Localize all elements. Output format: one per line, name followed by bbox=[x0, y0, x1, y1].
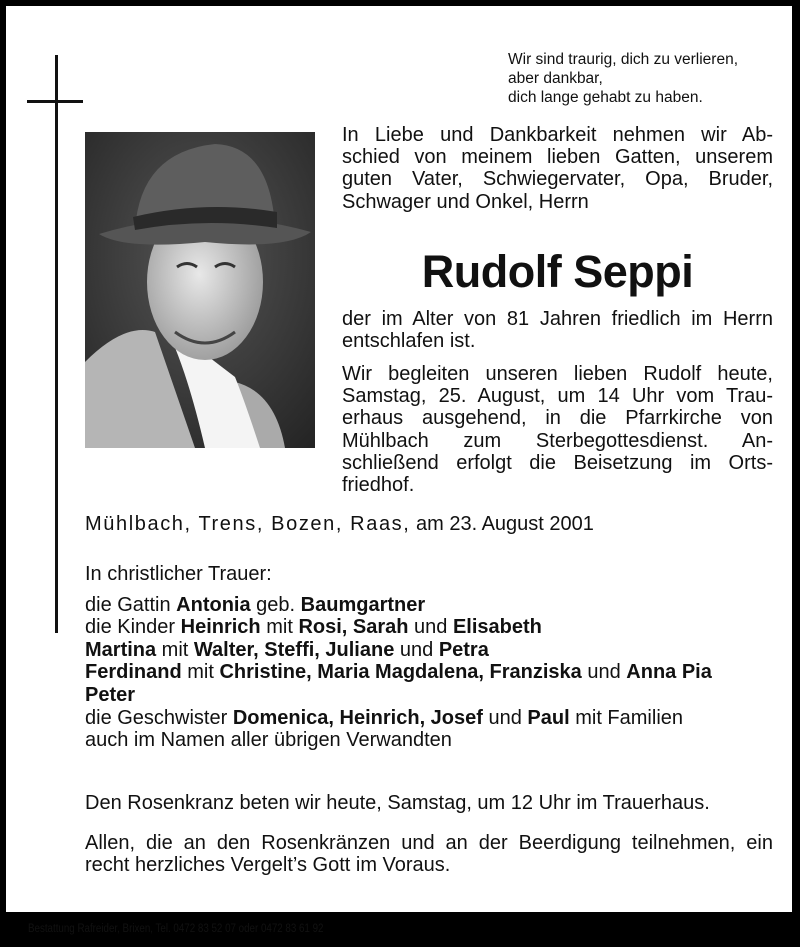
mourner-text: geb. bbox=[250, 593, 301, 616]
mourner-line bbox=[85, 729, 712, 752]
mourner-name: Walter, Steffi, Juliane bbox=[193, 638, 395, 661]
funeral-line: erhaus ausgehend, in die Pfarrkirche von bbox=[342, 407, 773, 430]
cross-icon bbox=[55, 55, 58, 633]
age-line: entschlafen ist. bbox=[342, 330, 476, 353]
death-notice bbox=[6, 6, 792, 935]
rosary-notice: Den Rosenkranz beten wir heute, Samstag, um 12 Uhr im Trauerhaus. bbox=[85, 792, 710, 814]
mourner-line bbox=[85, 707, 712, 730]
date: am 23. August 2001 bbox=[416, 513, 594, 535]
funeral-line: Samstag, 25. August, um 14 Uhr vom Trau- bbox=[342, 385, 773, 408]
age-line: der im Alter von 81 Jahren friedlich im Herrn bbox=[342, 308, 773, 330]
mourner-name: Rosi, Sarah bbox=[298, 616, 409, 639]
place: Mühlbach, Trens, Bozen, Raas, bbox=[85, 513, 411, 535]
portrait-photo bbox=[85, 132, 315, 448]
mourner-name: Heinrich bbox=[180, 616, 261, 639]
mourner-line bbox=[85, 684, 712, 707]
mourner-name: Baumgartner bbox=[300, 593, 426, 616]
thanks-line: Allen, die an den Rosenkränzen und an der Beerdigung teilnehmen, ein bbox=[85, 832, 773, 854]
mourner-name: Petra bbox=[438, 638, 489, 661]
age-paragraph bbox=[342, 308, 773, 352]
mourners-list bbox=[85, 563, 712, 752]
mourner-text: mit bbox=[260, 616, 299, 639]
mourner-name: Domenica, Heinrich, Josef bbox=[232, 706, 483, 729]
funeral-paragraph bbox=[342, 363, 773, 496]
mourner-line bbox=[85, 616, 712, 639]
mourner-name: Peter bbox=[85, 683, 136, 706]
intro-paragraph bbox=[342, 124, 773, 213]
mourner-name: Martina bbox=[85, 638, 157, 661]
thanks-line: recht herzliches Vergelt’s Gott im Voraus. bbox=[85, 854, 451, 876]
funeral-line: Wir begleiten unseren lieben Rudolf heute, bbox=[342, 363, 773, 385]
mourner-text: die Gattin bbox=[85, 593, 177, 616]
motto bbox=[508, 50, 738, 107]
mourner-name: Ferdinand bbox=[85, 661, 182, 684]
mourner-text: mit Familien bbox=[569, 706, 684, 729]
motto-line: Wir sind traurig, dich zu verlieren, bbox=[508, 51, 738, 68]
mourner-text: und bbox=[482, 706, 528, 729]
mourner-text: mit bbox=[181, 661, 220, 684]
motto-line: aber dankbar, bbox=[508, 70, 603, 87]
intro-line: schied von meinem lieben Gatten, unserem bbox=[342, 146, 773, 169]
mourner-line bbox=[85, 661, 712, 684]
mourner-line bbox=[85, 594, 712, 617]
intro-line: Schwager und Onkel, Herrn bbox=[342, 190, 589, 213]
thanks-paragraph bbox=[85, 832, 773, 876]
mourner-text: und bbox=[394, 638, 439, 661]
mourner-name: Elisabeth bbox=[452, 616, 542, 639]
mourner-text: die Kinder bbox=[85, 616, 181, 639]
mourners-heading: In christlicher Trauer: bbox=[85, 563, 272, 585]
mourner-text: mit bbox=[156, 638, 194, 661]
mourner-name: Antonia bbox=[176, 593, 251, 616]
mourner-name: Paul bbox=[527, 706, 570, 729]
motto-line: dich lange gehabt zu haben. bbox=[508, 89, 703, 106]
mourner-name: Anna Pia bbox=[626, 661, 712, 684]
mourner-line bbox=[85, 639, 712, 662]
funeral-home-footer: Bestattung Rafreider, Brixen, Tel. 0472 83 52 07 oder 0472 83 61 92 bbox=[28, 923, 324, 935]
mourner-text: und bbox=[581, 661, 627, 684]
mourner-text: auch im Namen aller übrigen Verwandten bbox=[85, 729, 452, 752]
place-date bbox=[85, 513, 594, 536]
mourner-text: und bbox=[408, 616, 453, 639]
funeral-line: schließend erfolgt die Beisetzung im Orts- bbox=[342, 451, 773, 474]
cross-icon-bar bbox=[27, 100, 83, 103]
mourner-name: Christine, Maria Magdalena, Franziska bbox=[219, 661, 582, 684]
funeral-line: friedhof. bbox=[342, 474, 415, 497]
deceased-name: Rudolf Seppi bbox=[421, 246, 694, 297]
intro-line: In Liebe und Dankbarkeit nehmen wir Ab- bbox=[342, 124, 773, 146]
funeral-line: Mühlbach zum Sterbegottesdienst. An- bbox=[342, 429, 773, 452]
mourner-text: die Geschwister bbox=[85, 706, 233, 729]
intro-line: guten Vater, Schwiegervater, Opa, Bruder, bbox=[342, 168, 773, 191]
